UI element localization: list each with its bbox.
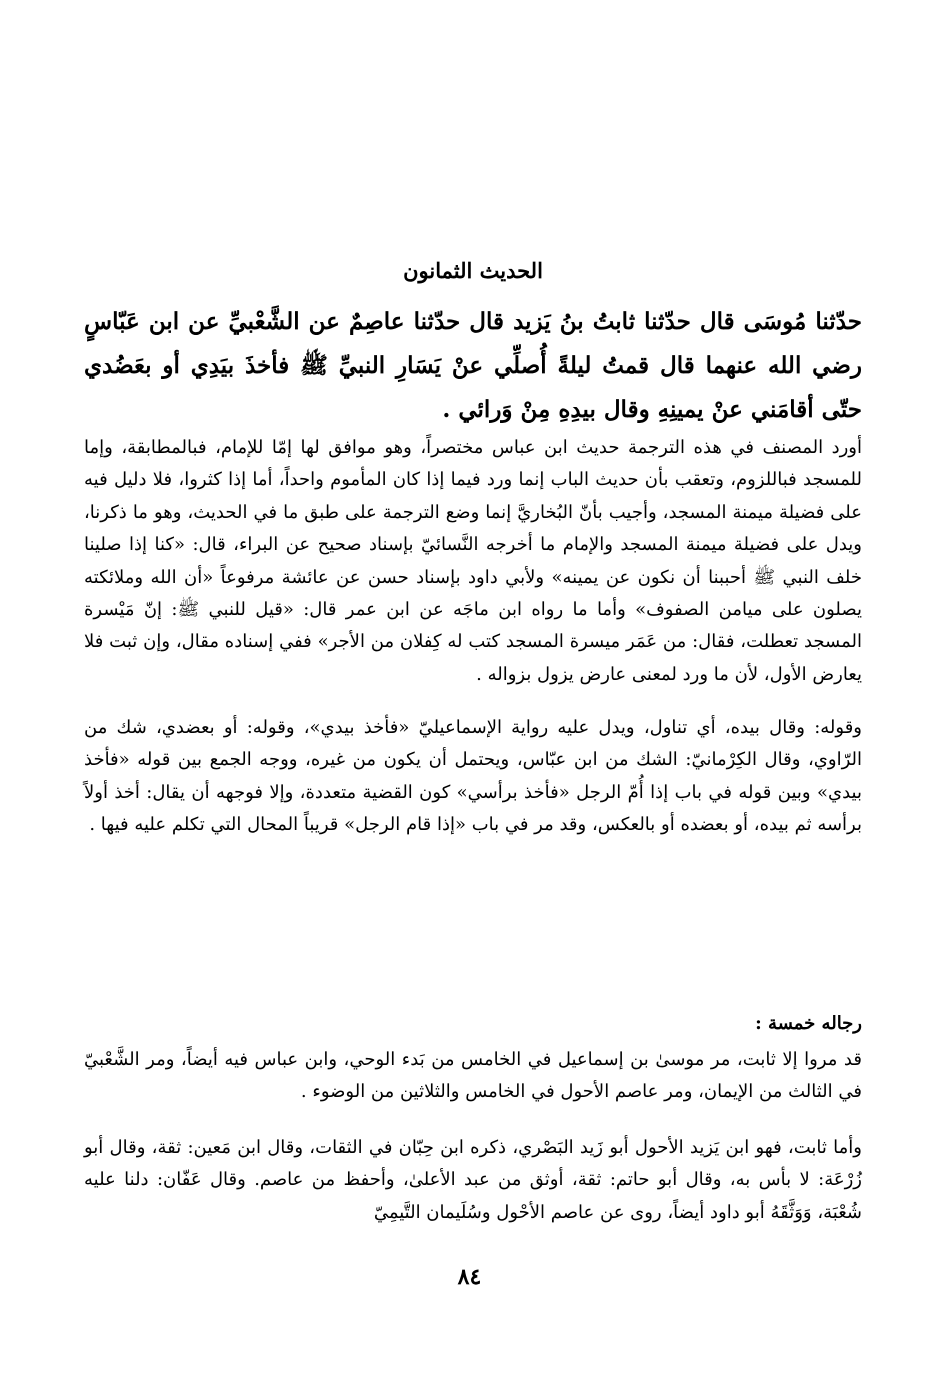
- chapter-title: الحديث الثمانون: [403, 258, 543, 283]
- commentary-paragraph-1: أورد المصنف في هذه الترجمة حديث ابن عباس مختصراً، وهو موافق لها إمّا للإمام، فبالمطابقة، وإما للمسجد فباللزوم، وتعقب بأن حديث الباب إنما ورد فيما إذا كان المأموم واحداً، أما إذا كثروا، فلا دليل فيه على فضيلة ميمنة المسجد، وأجيب بأنّ البُخاريَّ إنما وضع الترجمة على طبق ما في الحديث، وهو ما ذكرنا، ويدل على فضيلة ميمنة المسجد والإمام ما أخرجه النَّسائيّ بإسناد صحيح عن البراء، قال: «كنا إذا صلينا خلف النبي ﷺ أحببنا أن نكون عن يمينه» ولأبي داود بإسناد حسن عن عائشة مرفوعاً «أن الله وملائكته يصلون على ميامن الصفوف» وأما ما رواه ابن ماجَه عن ابن عمر قال: «قيل للنبي ﷺ: إنّ مَيْسرة المسجد تعطلت، فقال: من عَمَر ميسرة المسجد كتب له كِفلان من الأجر» ففي إسناده مقال، وإن ثبت فلا يعارض الأول، لأن ما ورد لمعنى عارض يزول بزواله .: [84, 437, 863, 685]
- narrators-heading: رجاله خمسة :: [755, 1013, 862, 1034]
- page-number: ٨٤: [457, 1264, 482, 1290]
- narrators-paragraph-1: قد مروا إلا ثابت، مر موسىٰ بن إسماعيل في الخامس من بَدء الوحي، وابن عباس فيه أيضاً، ومر الشَّعْبيّ في الثالث من الإيمان، ومر عاصم الأحول في الخامس والثلاثين من الوضوء .: [84, 1049, 862, 1103]
- narrators-paragraph-2: وأما ثابت، فهو ابن يَزيد الأحول أبو زَيد البَصْري، ذكره ابن حِبّان في الثقات، وقال ابن مَعين: ثقة، وقال أبو زُرْعَة: لا بأس به، وقال أبو حاتم: ثقة، أوثق من عبد الأعلىٰ، وأحفظ من عاصم. وقال عَفّان: دلنا عليه شُعْبَة، وَوَثَّقَهُ أبو داود أيضاً، روى عن عاصم الأحْول وسُلَيمان التَّيمِيّ: [84, 1137, 862, 1223]
- commentary-paragraph-2: وقوله: وقال بيده، أي تناول، ويدل عليه رواية الإسماعيليّ «فأخذ بيدي»، وقوله: أو بعضدي، شك من الرّاوي، وقال الكِرْمانيّ: الشك من ابن عبّاس، ويحتمل أن يكون من غيره، ووجه الجمع بين قوله «فأخذ بيدي» وبين قوله في باب إذا أُمّ الرجل «فأخذ برأسي» كون القضية متعددة، وإلا فوجهه أن يقال: أخذ أولاً برأسه ثم بيده، أو بعضده أو بالعكس، وقد مر في باب «إذا قام الرجل» قريباً المحال التي تكلم عليه فيها .: [84, 717, 862, 836]
- hadith-text: حدّثنا مُوسَى قال حدّثنا ثابتُ بنُ يَزيد قال حدّثنا عاصِمٌ عن الشَّعْبيِّ عن ابن عَبّاسٍ رضي الله عنهما قال قمتُ ليلةً أُصلِّي عنْ يَسَارِ النبيِّ ﷺ فأخذَ بيَدِي أو بعَضُدي حتّى أقامَني عنْ يمينِهِ وقال بيدِهِ مِنْ وَرائي .: [84, 308, 862, 423]
